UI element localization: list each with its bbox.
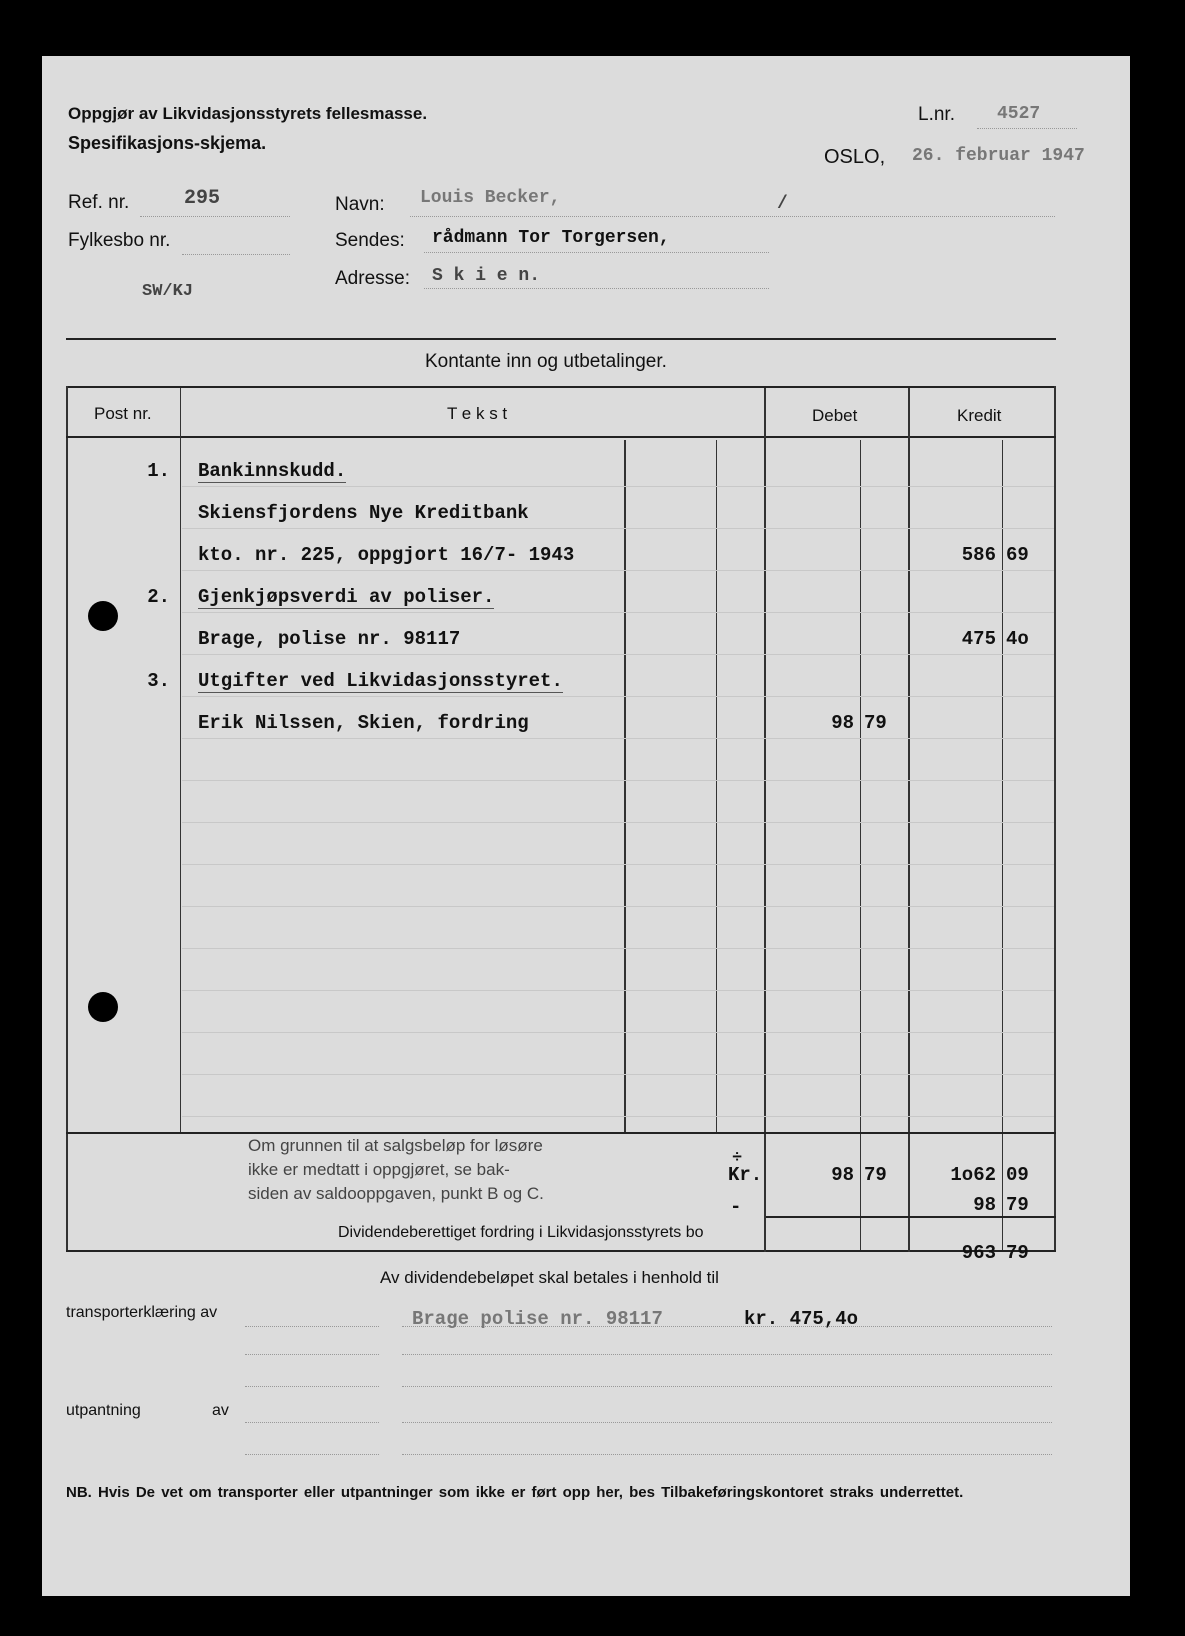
col-debet: Debet <box>812 406 858 425</box>
utpantning-line <box>245 1422 379 1423</box>
row-post: 3. <box>147 670 170 692</box>
row-text: Utgifter ved Likvidasjonsstyret. <box>198 670 563 692</box>
dividend-ore: 79 <box>1006 1242 1029 1264</box>
col-tekst: T e k s t <box>447 404 508 423</box>
ref-label: Ref. nr. <box>68 192 130 213</box>
row-kredit-ore: 69 <box>1006 544 1029 566</box>
utpantning-av-label: av <box>212 1402 229 1419</box>
transport-heading: Av dividendebeløpet skal betales i henhold til <box>380 1268 719 1287</box>
summary-rule <box>66 1132 1056 1134</box>
sum-kredit-kr: 1o62 <box>950 1164 996 1186</box>
navn-slash: / <box>777 194 788 214</box>
ruled-line <box>182 738 1054 739</box>
ruled-line <box>182 696 1054 697</box>
row-debet-kr: 98 <box>831 712 854 734</box>
ruled-line <box>182 822 1054 823</box>
transport-by-line <box>245 1326 379 1327</box>
ruled-line <box>182 864 1054 865</box>
minus-label: - <box>730 1196 742 1218</box>
dividend-kr: 963 <box>961 1242 996 1264</box>
row-debet-ore: 79 <box>864 712 887 734</box>
utpantning-line <box>402 1454 1052 1455</box>
col-debet-divider <box>764 388 766 1252</box>
sendes-line <box>424 252 769 253</box>
ruled-line <box>182 990 1054 991</box>
sendes-value: rådmann Tor Torgersen, <box>432 228 670 248</box>
sum-debet-ore: 79 <box>864 1164 887 1186</box>
ruled-line <box>182 780 1054 781</box>
less-ore: 79 <box>1006 1194 1029 1216</box>
nb-notice: NB. Hvis De vet om transporter eller utpantninger som ikke er ført opp her, bes Tilbakeføringskontoret straks underrettet. <box>66 1484 964 1501</box>
col-debet-ore-divider <box>860 440 861 1250</box>
date-value: 26. februar 1947 <box>912 146 1085 166</box>
less-kr: 98 <box>973 1194 996 1216</box>
utpantning-line <box>245 1454 379 1455</box>
transport-line <box>245 1354 379 1355</box>
transport-line <box>402 1354 1052 1355</box>
oslo-label: OSLO, <box>824 146 886 168</box>
col-text-divider <box>624 440 626 1132</box>
navn-value: Louis Becker, <box>420 188 561 208</box>
ruled-line <box>182 486 1054 487</box>
table-caption: Kontante inn og utbetalinger. <box>425 351 667 372</box>
subtotal-rule <box>766 1216 1056 1218</box>
note-line-2: ikke er medtatt i oppgjøret, se bak- <box>248 1160 510 1179</box>
lnr-value: 4527 <box>997 104 1041 124</box>
ruled-line <box>182 1074 1054 1075</box>
col-post: Post nr. <box>94 404 152 423</box>
ref-value: 295 <box>184 187 221 210</box>
divide-mark: ÷ <box>732 1149 743 1168</box>
ruled-line <box>182 654 1054 655</box>
navn-label: Navn: <box>335 194 385 215</box>
caption-rule <box>66 338 1056 340</box>
row-text: Erik Nilssen, Skien, fordring <box>198 712 529 734</box>
col-text-divider-2 <box>716 440 717 1132</box>
form-sheet <box>42 56 1130 1596</box>
row-kredit-ore: 4o <box>1006 628 1029 650</box>
ref-line <box>140 216 290 217</box>
transport-label: transporterklæring av <box>66 1304 218 1321</box>
dividend-label: Dividendeberettiget fordring i Likvidasjonsstyrets bo <box>338 1224 704 1241</box>
row-text: Bankinnskudd. <box>198 460 347 482</box>
fylkesbo-label: Fylkesbo nr. <box>68 230 171 251</box>
navn-line <box>410 216 1055 217</box>
adresse-label: Adresse: <box>335 268 410 289</box>
kr-label: Kr. <box>728 1164 763 1186</box>
sum-kredit-ore: 09 <box>1006 1164 1029 1186</box>
col-kredit: Kredit <box>957 406 1002 425</box>
row-post: 2. <box>147 586 170 608</box>
initials: SW/KJ <box>142 282 194 301</box>
transport-value: Brage polise nr. 98117 <box>412 1308 663 1330</box>
row-text: kto. nr. 225, oppgjort 16/7- 1943 <box>198 544 575 566</box>
lnr-line <box>977 128 1077 129</box>
form-title: Oppgjør av Likvidasjonsstyrets fellesmasse. <box>68 104 428 123</box>
sum-debet-kr: 98 <box>831 1164 854 1186</box>
adresse-value: S k i e n. <box>432 266 541 286</box>
row-text: Gjenkjøpsverdi av poliser. <box>198 586 495 608</box>
ruled-line <box>182 906 1054 907</box>
table-left-border <box>66 386 68 1252</box>
transport-line <box>245 1386 379 1387</box>
ruled-line <box>182 948 1054 949</box>
form-subtitle: Spesifikasjons-skjema. <box>68 133 267 153</box>
adresse-line <box>424 288 769 289</box>
ruled-line <box>182 570 1054 571</box>
row-kredit-kr: 586 <box>961 544 996 566</box>
note-line-3: siden av saldooppgaven, punkt B og C. <box>248 1184 544 1203</box>
table-right-border <box>1054 386 1056 1252</box>
lnr-label: L.nr. <box>918 104 955 125</box>
punch-hole <box>88 601 118 631</box>
ruled-line <box>182 612 1054 613</box>
ruled-line <box>182 1032 1054 1033</box>
utpantning-line <box>402 1422 1052 1423</box>
ruled-line <box>182 1116 1054 1117</box>
row-post: 1. <box>147 460 170 482</box>
row-text: Skiensfjordens Nye Kreditbank <box>198 502 529 524</box>
utpantning-label: utpantning <box>66 1402 141 1419</box>
row-text: Brage, polise nr. 98117 <box>198 628 461 650</box>
col-kredit-divider <box>908 388 910 1252</box>
note-line-1: Om grunnen til at salgsbeløp for løsøre <box>248 1136 543 1155</box>
col-kredit-ore-divider <box>1002 440 1003 1250</box>
ruled-line <box>182 528 1054 529</box>
transport-line <box>402 1386 1052 1387</box>
col-post-divider <box>180 388 181 1132</box>
transport-amount: kr. 475,4o <box>744 1308 859 1330</box>
fylkesbo-line <box>182 254 290 255</box>
row-kredit-kr: 475 <box>961 628 996 650</box>
sendes-label: Sendes: <box>335 230 405 251</box>
punch-hole <box>88 992 118 1022</box>
